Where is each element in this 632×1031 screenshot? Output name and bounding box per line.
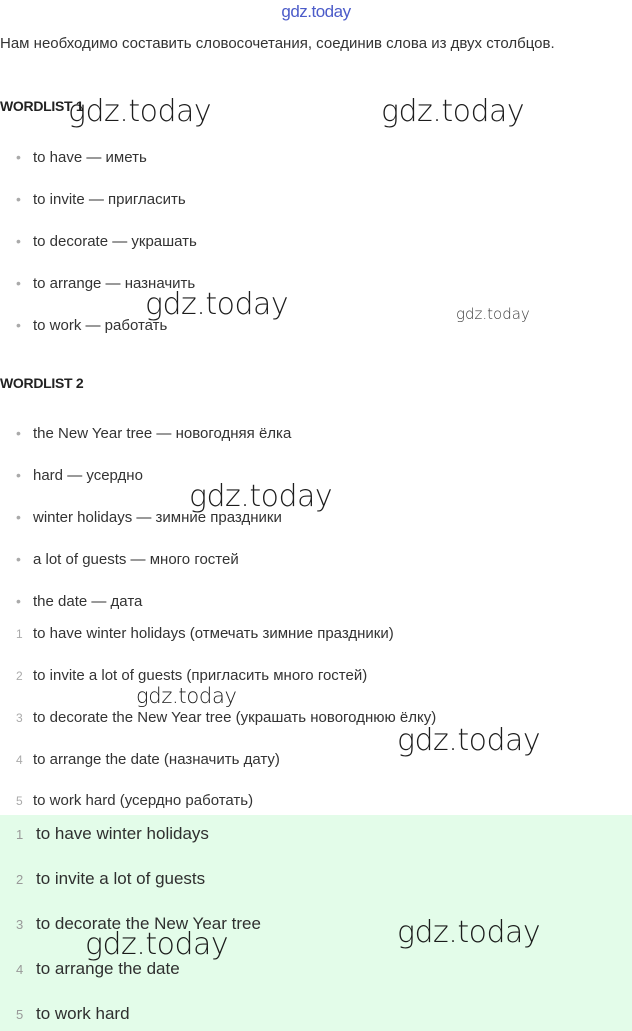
intro-text: Нам необходимо составить словосочетания, соединив слова из двух столбцов. xyxy=(0,35,555,52)
answer-item: 1 to have winter holidays xyxy=(16,824,209,843)
watermark: gdz.today xyxy=(85,927,229,962)
bullet-icon: • xyxy=(16,551,21,567)
combination-item: 2 to invite a lot of guests (пригласить много гостей) xyxy=(16,667,368,684)
answer-item: 2 to invite a lot of guests xyxy=(16,869,206,888)
watermark: gdz.today xyxy=(397,723,541,758)
answer-item: 4 to arrange the date xyxy=(16,959,180,978)
answer-item: 3 to decorate the New Year tree xyxy=(16,914,261,933)
site-title: gdz.today xyxy=(281,2,351,21)
watermark: gdz.today xyxy=(189,479,333,514)
wordlist1-item: • to have — иметь xyxy=(16,149,147,166)
wordlist1-item: • to decorate — украшать xyxy=(16,233,197,250)
wordlist2-item: • a lot of guests — много гостей xyxy=(16,551,239,568)
wordlist1-item: • to invite — пригласить xyxy=(16,191,186,208)
wordlist1-item: • to work — работать xyxy=(16,317,168,334)
bullet-icon: • xyxy=(16,425,21,441)
bullet-icon: • xyxy=(16,191,21,207)
bullet-icon: • xyxy=(16,233,21,249)
watermark: gdz.today xyxy=(397,915,541,950)
wordlist2-heading: WORDLIST 2 xyxy=(0,375,84,391)
combination-item: 1 to have winter holidays (отмечать зимние праздники) xyxy=(16,625,394,642)
wordlist1-item: • to arrange — назначить xyxy=(16,275,196,292)
combination-item: 3 to decorate the New Year tree (украшать новогоднюю ёлку) xyxy=(16,709,437,726)
wordlist1-heading: WORDLIST 1 xyxy=(0,98,84,114)
wordlist2-item: • winter holidays — зимние праздники xyxy=(16,509,282,526)
combination-item: 4 to arrange the date (назначить дату) xyxy=(16,751,280,768)
wordlist2-item: • the New Year tree — новогодняя ёлка xyxy=(16,425,292,442)
answer-item: 5 to work hard xyxy=(16,1004,130,1023)
watermark: gdz.today xyxy=(456,305,530,323)
watermark: gdz.today xyxy=(145,287,289,322)
combination-item: 5 to work hard (усердно работать) xyxy=(16,792,254,809)
bullet-icon: • xyxy=(16,149,21,165)
bullet-icon: • xyxy=(16,275,21,291)
watermark: gdz.today xyxy=(381,94,525,129)
bullet-icon: • xyxy=(16,593,21,609)
bullet-icon: • xyxy=(16,509,21,525)
watermark: gdz.today xyxy=(136,684,237,708)
wordlist2-item: • the date — дата xyxy=(16,593,143,610)
watermark: gdz.today xyxy=(68,94,212,129)
bullet-icon: • xyxy=(16,467,21,483)
wordlist2-item: • hard — усердно xyxy=(16,467,143,484)
bullet-icon: • xyxy=(16,317,21,333)
